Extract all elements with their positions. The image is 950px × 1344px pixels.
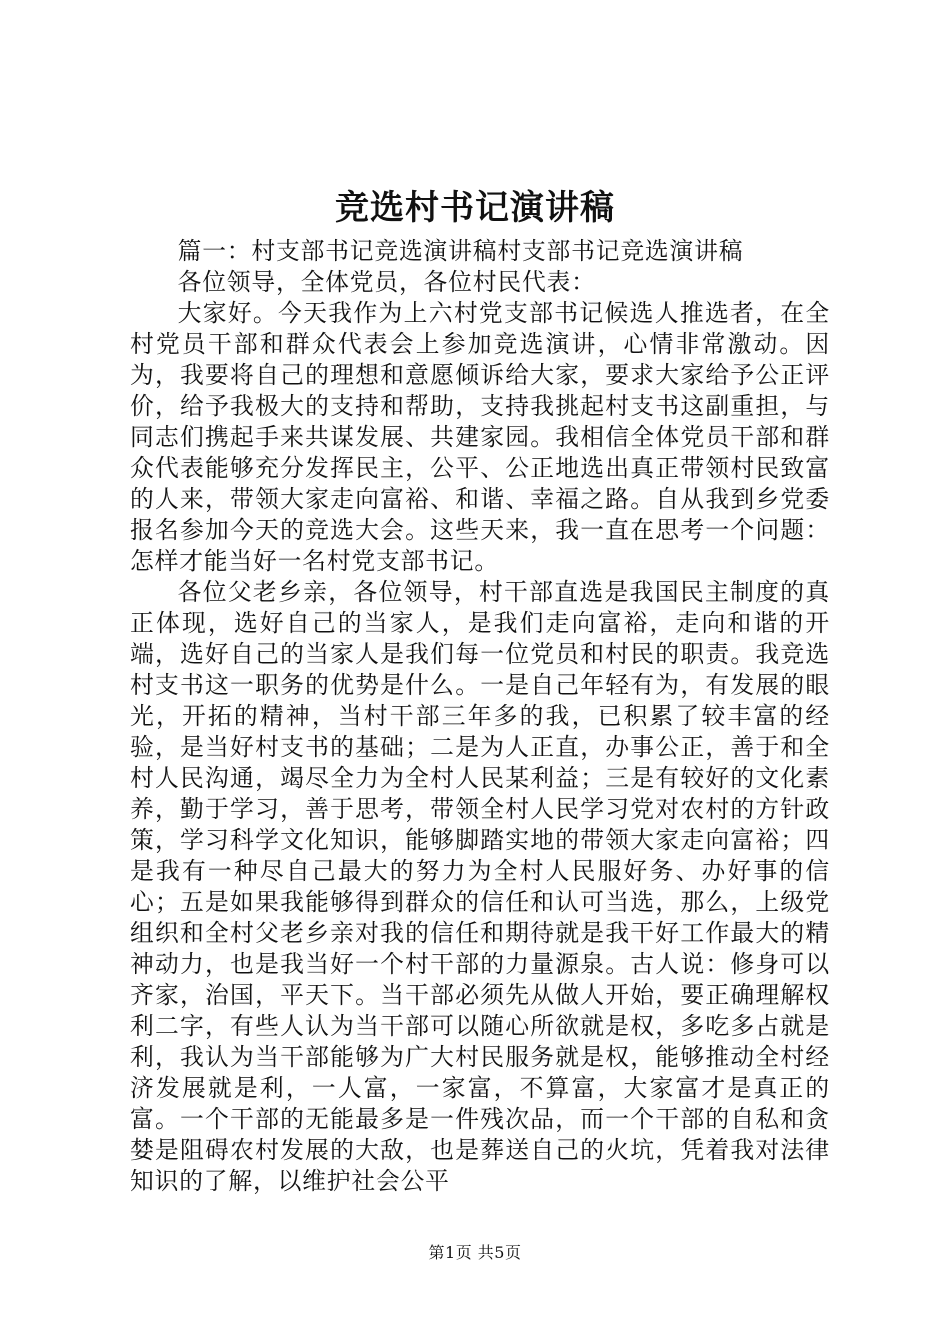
document-body <box>130 236 830 1197</box>
document-title: 竞选村书记演讲稿 <box>335 188 615 228</box>
page-number: 第1页 共5页 <box>428 1243 522 1262</box>
paragraph-salutation: 各位领导，全体党员，各位村民代表： <box>177 268 596 296</box>
paragraph-main: 各位父老乡亲，各位领导，村干部直选是我国民主制度的真正体现，选好自己的当家人，是我们走向富裕，走向和谐的开端，选好自己的当家人是我们每一位党员和村民的职责。我竞选村支书这一职务的优势是什么。一是自己年轻有为，有发展的眼光，开拓的精神，当村干部三年多的我，已积累了较丰富的经验，是当好村支书的基础；二是为人正直，办事公正，善于和全村人民沟通，竭尽全力为全村人民某利益；三是有较好的文化素养，勤于学习，善于思考，带领全村人民学习党对农村的方针政策，学习科学文化知识，能够脚踏实地的带领大家走向富裕；四是我有一种尽自己最大的努力为全村人民服好务、办好事的信心；五是如果我能够得到群众的信任和认可当选，那么，上级党组织和全村父老乡亲对我的信任和期待就是我干好工作最大的精神动力，也是我当好一个村干部的力量源泉。古人说：修身可以齐家，治国，平天下。当干部必须先从做人开始，要正确理解权利二字，有些人认为当干部可以随心所欲就是权，多吃多占就是利，我认为当干部能够为广大村民服务就是权，能够推动全村经济发展就是利，一人富，一家富，不算富，大家富才是真正的富。一个干部的无能最多是一件残次品，而一个干部的自私和贪婪是阻碍农村发展的大敌，也是葬送自己的火坑，凭着我对法律知识的了解，以维护社会公平 <box>130 578 830 1195</box>
paragraph-heading: 篇一：村支部书记竞选演讲稿村支部书记竞选演讲稿 <box>177 237 744 265</box>
paragraph-opening: 大家好。今天我作为上六村党支部书记候选人推选者，在全村党员干部和群众代表会上参加竞选演讲，心情非常激动。因为，我要将自己的理想和意愿倾诉给大家，要求大家给予公正评价，给予我极大的支持和帮助，支持我挑起村支书这副重担，与同志们携起手来共谋发展、共建家园。我相信全体党员干部和群众代表能够充分发挥民主，公平、公正地选出真正带领村民致富的人来，带领大家走向富裕、和谐、幸福之路。自从我到乡党委报名参加今天的竞选大会。这些天来，我一直在思考一个问题：怎样才能当好一名村党支部书记。 <box>130 299 830 575</box>
